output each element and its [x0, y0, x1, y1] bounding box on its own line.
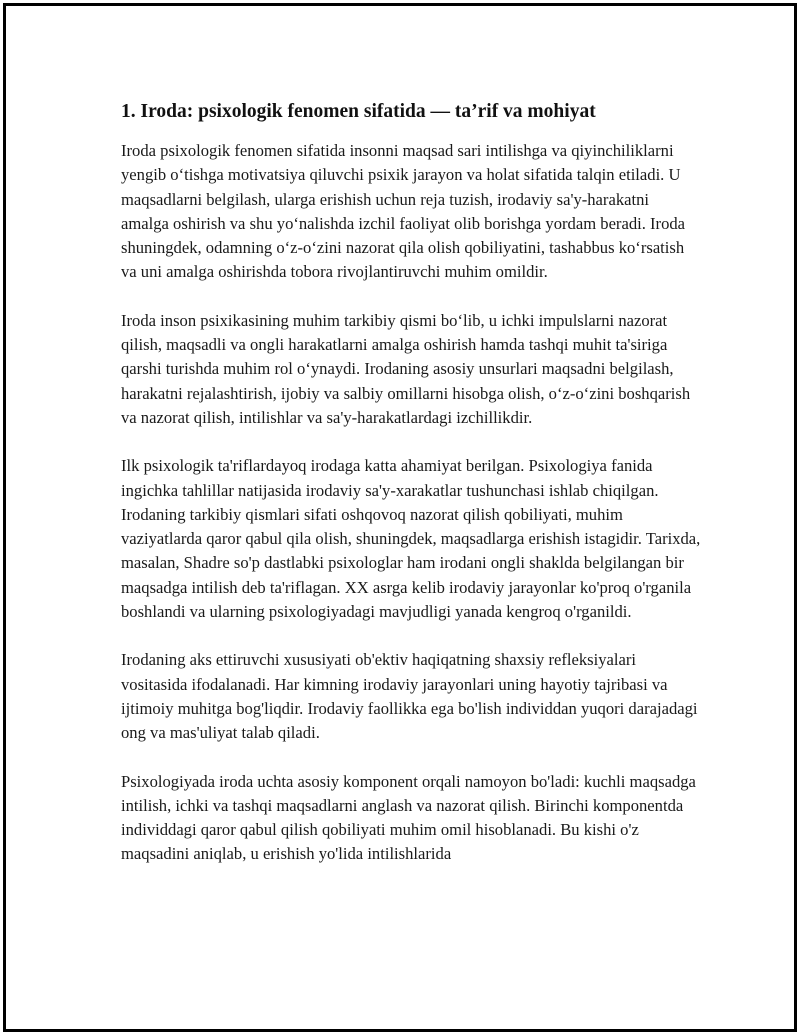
document-body [121, 99, 701, 891]
paragraph-1: Iroda psixologik fenomen sifatida insonni maqsad sari intilishga va qiyinchiliklarni yengib o‘tishga motivatsiya qiluvchi psixik jarayon va holat sifatida talqin etiladi. U maqsadlarni belgilash, ularga erishish uchun reja tuzish, irodaviy sa'y-harakatni amalga oshirish va shu yo‘nalishda izchil faoliyat olib borishga yordam beradi. Iroda shuningdek, odamning o‘z-o‘zini nazorat qila olish qobiliyatini, tashabbus ko‘rsatish va uni amalga oshirishda tobora rivojlantiruvchi muhim omildir. [121, 141, 686, 282]
page-frame [3, 3, 797, 1032]
paragraph-2: Iroda inson psixikasining muhim tarkibiy qismi bo‘lib, u ichki impulslarni nazorat qilish, maqsadli va ongli harakatlarni amalga oshirish hamda tashqi muhit ta'siriga qarshi turishda muhim rol o‘ynaydi. Irodaning asosiy unsurlari maqsadni belgilash, harakatni rejalashtirish, ijobiy va salbiy omillarni hisobga olish, o‘z-o‘zini boshqarish va nazorat qilish, intilishlar va sa'y-harakatlardagi izchillikdir. [121, 310, 691, 427]
paragraph-4: Irodaning aks ettiruvchi xususiyati ob'ektiv haqiqatning shaxsiy refleksiyalari vositasida ifodalanadi. Har kimning irodaviy jarayonlari uning hayotiy tajribasi va ijtimoiy muhitga bog'liqdir. Irodaviy faollikka ega bo'lish individdan yuqori darajadagi ong va mas'uliyat talab qiladi. [121, 650, 698, 743]
paragraph-5: Psixologiyada iroda uchta asosiy komponent orqali namoyon bo'ladi: kuchli maqsadga intilish, ichki va tashqi maqsadlarni anglash va nazorat qilish. Birinchi komponentda individdagi qaror qabul qilish qobiliyati muhim omil hisoblanadi. Bu kishi o'z maqsadini aniqlab, u erishish yo'lida intilishlarida [121, 771, 696, 864]
paragraph-3: Ilk psixologik ta'riflardayoq irodaga katta ahamiyat berilgan. Psixologiya fanida ingichka tahlillar natijasida irodaviy sa'y-xarakatlar tushunchasi ishlab chiqilgan. Irodaning tarkibiy qismlari sifati oshqovoq nazorat qilish qobiliyati, muhim vaziyatlarda qaror qabul qila olish, shuningdek, maqsadlarga erishish istagidir. Tarixda, masalan, Shadre so'p dastlabki psixologlar ham irodani ongli shaklda belgilangan bir maqsadga intilish deb ta'riflagan. XX asrga kelib irodaviy jarayonlar ko'proq o'rganila boshlandi va ularning psixologiyadagi mavjudligi yanada kengroq o'rganildi. [121, 456, 701, 622]
section-heading: 1. Iroda: psixologik fenomen sifatida — ta’rif va mohiyat [121, 101, 596, 122]
